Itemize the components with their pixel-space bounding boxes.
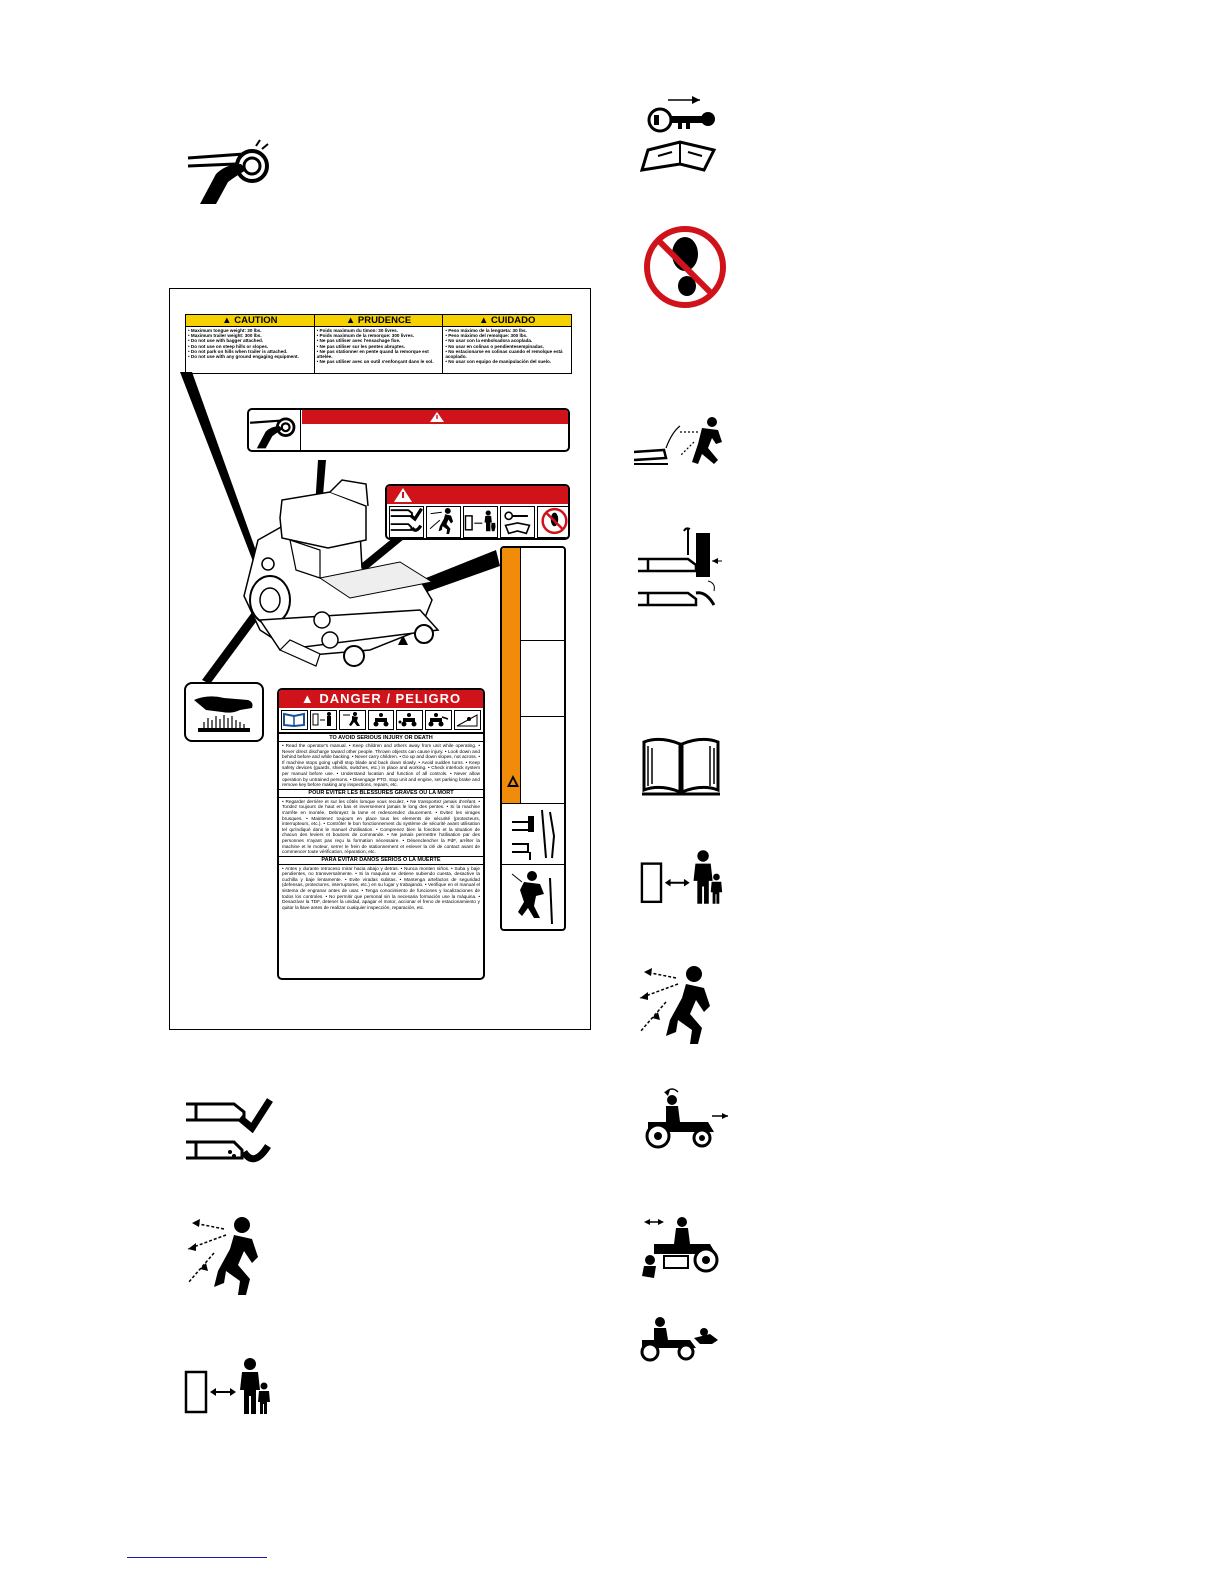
thrown-objects-icon (339, 710, 366, 730)
no-step-icon (537, 506, 570, 538)
caution-label: CAUTION (234, 315, 278, 326)
no-passengers-icon (425, 710, 452, 730)
no-passengers-icon (640, 1214, 724, 1280)
look-behind-icon (368, 710, 395, 730)
keep-children-away-icon (640, 846, 726, 908)
hand-entanglement-icon (186, 136, 276, 206)
orange-slope-decal (500, 546, 566, 931)
keep-children-away-icon (463, 506, 498, 538)
caution-text: • Maximum tongue weight: 30 lbs. • Maximum trailer weight: 300 lbs. • Do not use with bagger attached. • Do not use on steep hills or slopes. • Do not park on hills when trailer is attached. • Do not use with any ground engaging equipment. (188, 328, 299, 360)
keep-children-away-icon (184, 1356, 274, 1416)
caution-column-en: ▲ CAUTION • Maximum tongue weight: 30 lbs. • Maximum trailer weight: 300 lbs. • Do not use with bagger attached. • Do not use on steep hills or slopes. • Do not park on hills when trailer is attached. • Do not use with any ground engaging equipment. (186, 315, 315, 373)
hand-entanglement-icon (249, 410, 301, 450)
section-body: • Read the operator's manual. • Keep children and others away from unit while operating. • Never direct discharge toward other people. Thrown objects can cause injury. • Look down and behind before and while backing. • Never carry children. • Go up and down slopes, not across. • If machine stops going uphill stop blade and back down slowly. • Avoid sudden turns. • Keep safety devices (guards, shields, switches, etc.) in place and working. • Check interlock system per manual before use. • Understand location and function of all controls. • Never allow operation by untrained persons. • Disengage PTO, stop unit and engine, set parking brake and remove key before making any inspections, repairs, etc. (282, 743, 481, 788)
keep-children-away-icon (310, 710, 337, 730)
thrown-objects-small-icon (510, 868, 558, 926)
read-manual-icon (281, 710, 308, 730)
thrown-objects-icon (636, 962, 726, 1047)
hot-surface-icon (186, 684, 262, 740)
danger-icon-row (279, 708, 483, 733)
read-manual-icon (640, 736, 722, 796)
discharge-chute-icon (389, 506, 424, 538)
section-heading: POUR EVITER LES BLESSURES GRAVES OU LA MORT (279, 789, 483, 798)
discharge-chute-icon (184, 1096, 274, 1171)
slope-icon (454, 710, 481, 730)
chute-deflector-icon (634, 525, 726, 611)
warning-icons-decal (385, 484, 570, 540)
footer-rule (127, 1557, 267, 1558)
remove-key-manual-icon (500, 506, 535, 538)
no-step-icon (641, 224, 729, 310)
section-body: • Antes y durante retroceso mirar hacia abajo y detras. • Nunca monten niños. • Suba y baje pendientes, no transversalmente. • Si la maquina se detiene subiendo cuesta, desactive la cuchilla y baje lentamente. • Evite viradas subitas. • Mantenga artefactos de seguridad (defensas, protectores, interruptores, etc.) en su lugar y trabajando. • Verifique en el manual el sistema de engranar antes de usar. • Tenga conocimiento de funciones y localizaciones de todos los controles. • No permitir que personal sin la necesaria formación use la máquina. • Desactivar la TDF, detener la unidad, apagar el motor, accionar el freno de estacionamiento y quitar la llave antes de realizar cualquier inspección, reparación, etc. (282, 865, 480, 910)
danger-decal (277, 688, 485, 980)
thrown-objects-small-icon (632, 412, 730, 468)
caution-column-fr: ▲ PRUDENCE • Poids maximum du timon: 30 livres. • Poids maximum de la remorque: 300 livres. • Ne pas utiliser avec l'ensachage fixe. • Ne pas utiliser sur les pentes abruptes. • Ne pas stationner en pente quand la remorque est attelée. • Ne pas utiliser avec un outil s'enfonçant dans le sol. (315, 315, 444, 373)
section-body: • Regarder derrière et sur les côtés lorsque vous reculez. • Ne transportez jamais d'enfant. • Tondez toujours de haut en bas et inversement jamais le long des pentes. • Si la machine s'arrête en montée, Debrayez la lame et redescendez doucement. • Evitez les virages brusques. • Maintenez toujours en place tous les elements de sécurité (protecteurs, interrupteurs, etc.). • Contrôler le bon fonctionnement du système de sécurité avant utilisation tel qu'indiqué dans le manuel d'utilisation. • Comprenez bien la fonction et la situation de chacun des leviers et boutons de commande. • Ne jamais permettre l'utilisation par des personnes n'ayant pas reçu la formation nécessaire. • Désenclencher la PdF, arrêter la machine et le moteur, serrer le frein de stationnement et enlever la clé de contact avant de commencer toute vérification, réparation, etc. (282, 798, 480, 855)
hot-surface-decal (184, 682, 264, 742)
thrown-objects-icon (426, 506, 461, 538)
caution-text: • Poids maximum du timon: 30 livres. • Poids maximum de la remorque: 300 livres. • Ne pas utiliser avec l'ensachage fixe. • Ne pas utiliser sur les pentes abruptes. • Ne pas stationner en pente quand la remorque est attelée. • Ne pas utiliser avec un outil s'enfonçant dans le sol. (316, 328, 434, 365)
caution-label: PRUDENCE (357, 315, 412, 326)
section-heading: PARA EVITAR DAÑOS SERIOS O LA MUERTE (279, 856, 483, 865)
warning-header-bar (302, 410, 570, 424)
caution-column-es: ▲ CUIDADO • Peso máximo de la lengüeta: 30 lbs. • Peso máximo del remolque: 300 lbs. • No usar con la embolsadora acoplada. • No usar en colinas o pendientesempinadas. • No estacionarse en colinas cuando el remolque está acoplado. • No usar con equipo de manipulación del suelo. (443, 315, 571, 373)
entanglement-warning-decal (247, 408, 570, 452)
chute-deflector-icon (508, 808, 560, 862)
danger-title: ▲ DANGER / PELIGRO (279, 690, 483, 708)
caution-label: CUIDADO (491, 315, 536, 326)
remove-key-manual-icon (638, 94, 728, 174)
no-children-icon (396, 710, 423, 730)
warning-header-bar (387, 486, 568, 504)
caution-text: • Peso máximo de la lengüeta: 30 lbs. • Peso máximo del remolque: 300 lbs. • No usar con la embolsadora acoplada. • No usar en colinas o pendientesempinadas. • No estacionarse en colinas cuando el remolque está acoplado. • No usar con equipo de manipulación del suelo. (445, 328, 563, 365)
warning-triangle-icon (506, 774, 520, 788)
section-heading: TO AVOID SERIOUS INJURY OR DEATH (279, 733, 483, 742)
thrown-objects-icon (184, 1213, 274, 1298)
orange-band (502, 548, 521, 803)
no-children-icon (638, 1316, 722, 1362)
look-behind-icon (638, 1086, 730, 1150)
